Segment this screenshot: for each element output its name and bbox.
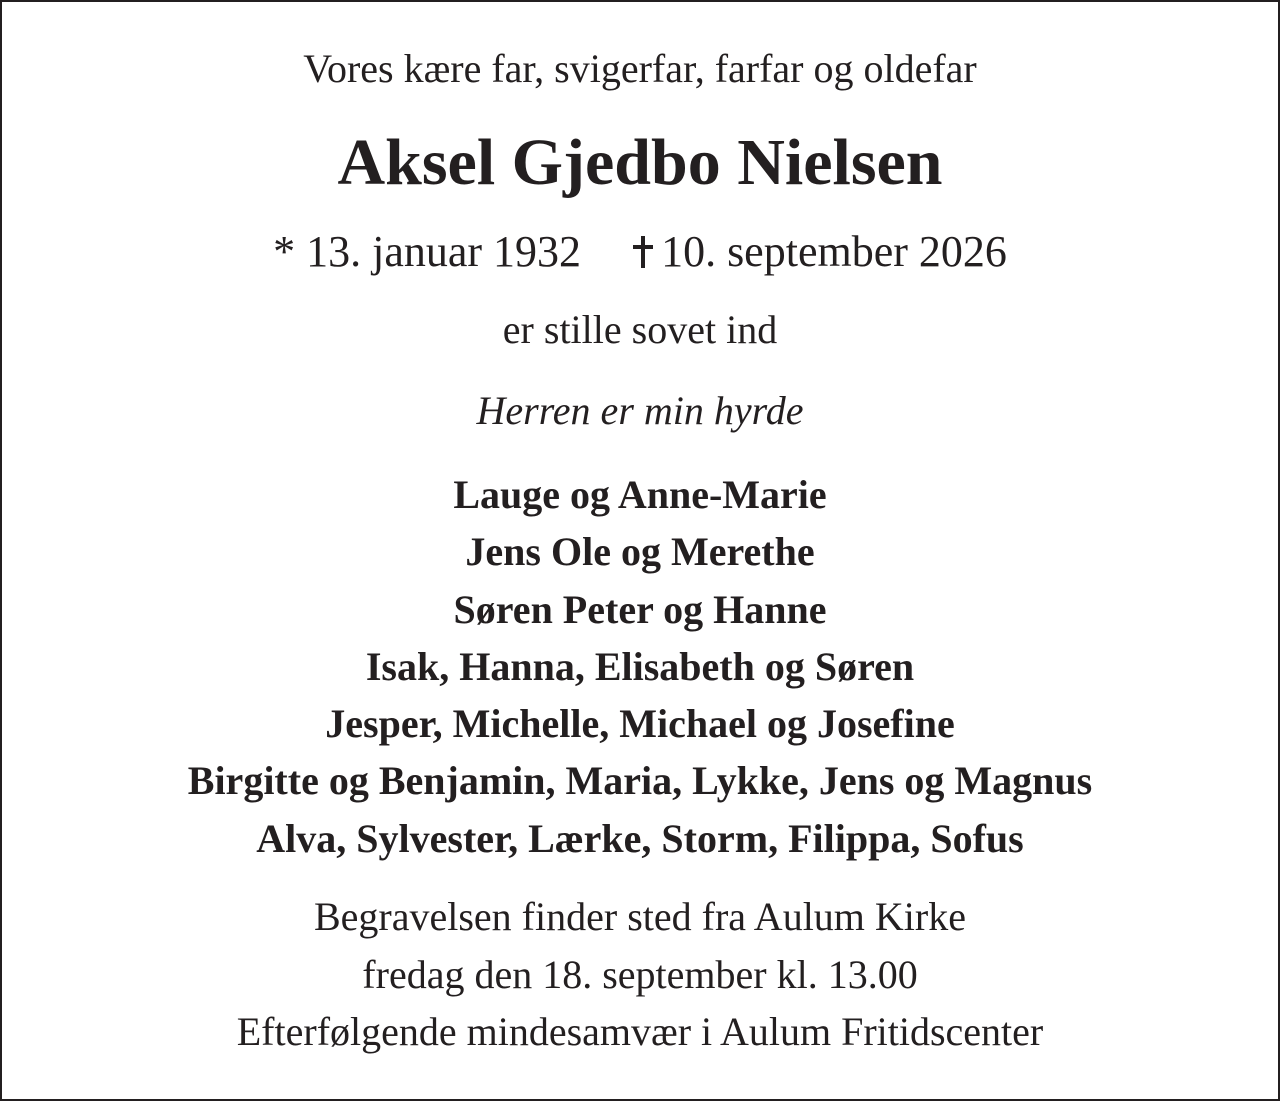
intro-text: Vores kære far, svigerfar, farfar og oldefar — [303, 46, 977, 91]
family-line: Lauge og Anne-Marie — [453, 472, 827, 517]
family-line: Isak, Hanna, Elisabeth og Søren — [365, 643, 915, 689]
deceased-name: Aksel Gjedbo Nielsen — [337, 126, 943, 199]
verse-text: Herren er min hyrde — [476, 388, 804, 433]
family-list — [0, 466, 1280, 867]
family-line: Søren Peter og Hanne — [453, 586, 827, 632]
latin-cross-icon — [633, 236, 653, 268]
life-dates — [0, 225, 1280, 279]
death-date: 10. september 2026 — [661, 227, 1007, 276]
passed-away-text: er stille sovet ind — [502, 307, 778, 352]
family-line: Alva, Sylvester, Lærke, Storm, Filippa, Sofus — [256, 815, 1024, 861]
funeral-church-line: Begravelsen finder sted fra Aulum Kirke — [313, 894, 966, 939]
birth-star-symbol: * — [273, 227, 296, 276]
family-line: Jens Ole og Merethe — [465, 529, 815, 575]
funeral-time-line: fredag den 18. september kl. 13.00 — [362, 951, 918, 997]
family-line: Birgitte og Benjamin, Maria, Lykke, Jens og Magnus — [187, 758, 1093, 804]
funeral-info — [0, 888, 1280, 1061]
memorial-gathering-line: Efterfølgende mindesamvær i Aulum Fritidscenter — [236, 1009, 1044, 1054]
family-line: Jesper, Michelle, Michael og Josefine — [325, 701, 955, 747]
birth-date: 13. januar 1932 — [306, 227, 582, 276]
